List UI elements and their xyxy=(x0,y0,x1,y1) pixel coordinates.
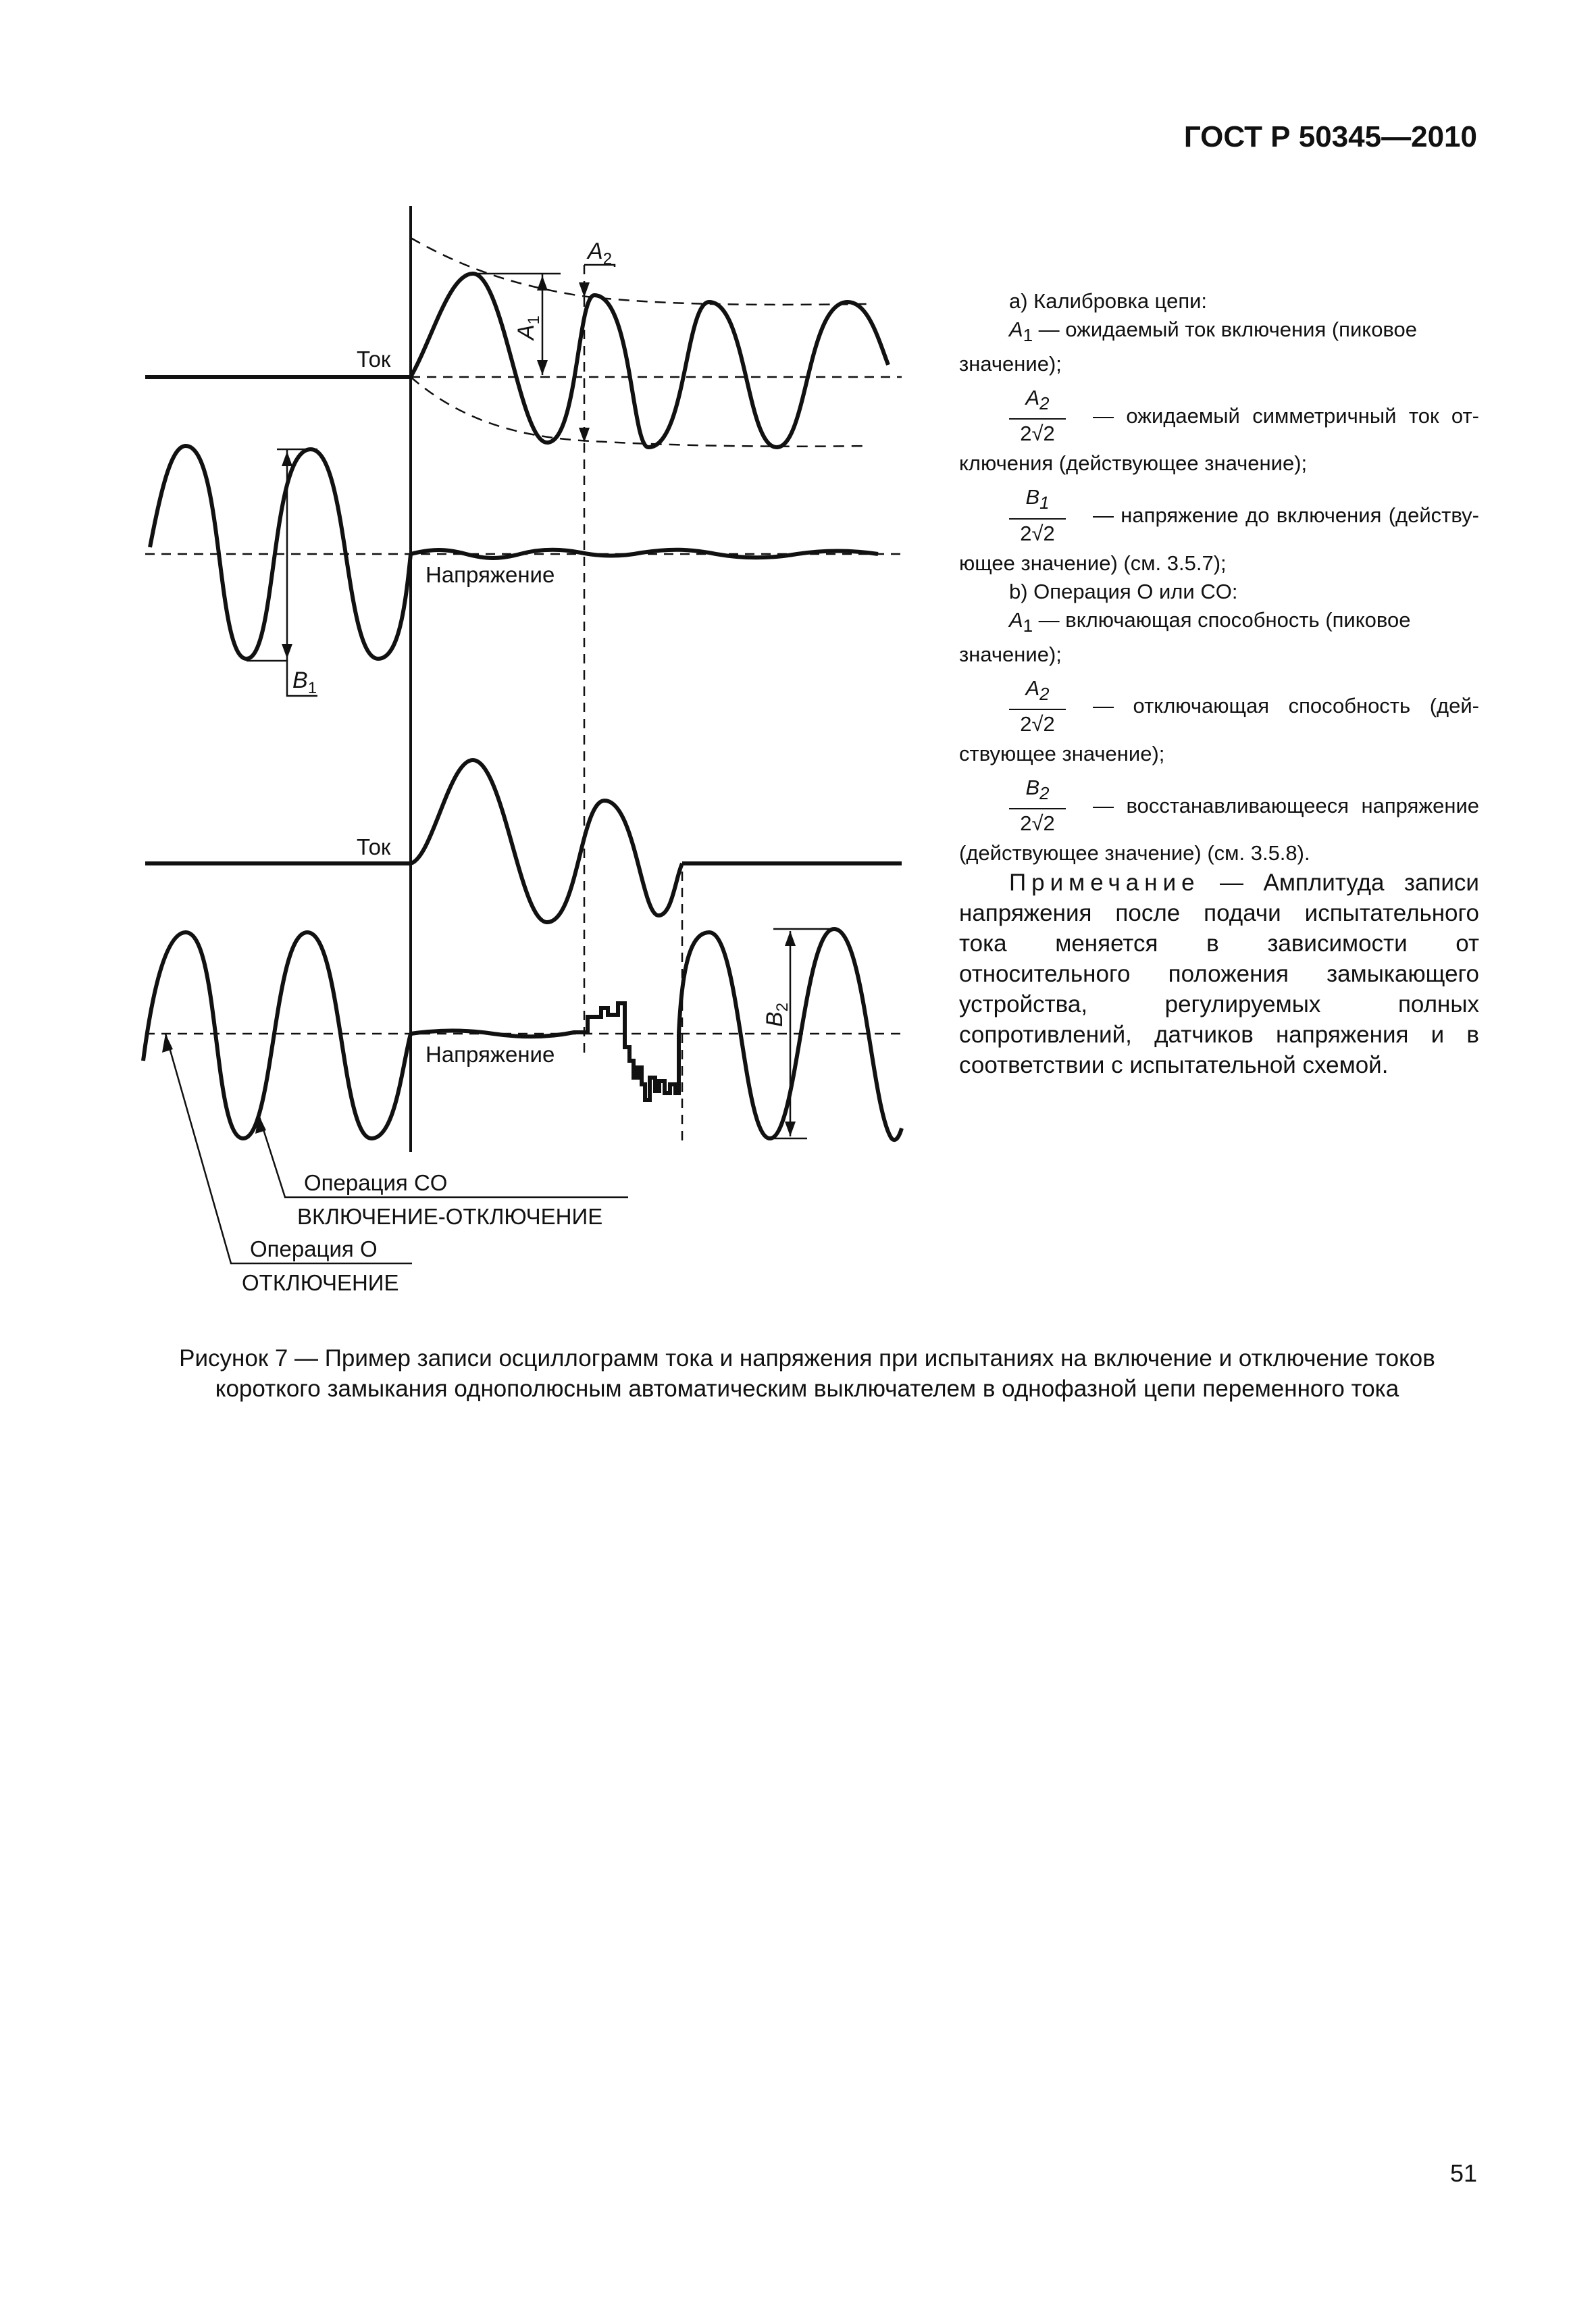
label-b2: $B_2$ xyxy=(762,1002,792,1027)
label-voltage-2: Напряжение xyxy=(426,1042,555,1067)
legend-b-a2-cont: ствующее значение); xyxy=(959,741,1165,765)
leader-operation-o xyxy=(165,1034,412,1263)
note-label: Примечание xyxy=(1009,870,1200,897)
legend-a-a2: $\frac{A_2}{2√2}$ — ожидаемый симметричный ток от- xyxy=(959,384,1479,448)
operation-current-wave xyxy=(411,760,682,922)
label-operation-o: Операция О xyxy=(250,1236,378,1261)
figure-caption: Рисунок 7 — Пример записи осциллограмм тока и напряжения при испытаниях на включение и отключение токов короткого замыкания однополюсным автоматическим выключателем в однофазной цепи переменного тока xyxy=(179,1345,1435,1402)
legend-b-b2: $\frac{B_2}{2√2}$ — восстанавливающееся напряжение xyxy=(959,774,1479,838)
label-current-1: Ток xyxy=(357,347,391,372)
legend-b-b2-cont: (действующее значение) (см. 3.5.8). xyxy=(959,841,1310,865)
label-operation-co: Операция CO xyxy=(304,1170,448,1195)
legend-b-a2: $\frac{A_2}{2√2}$ — отключающая способность (дей- xyxy=(959,674,1479,738)
document-code: ГОСТ Р 50345—2010 xyxy=(1183,120,1477,153)
label-b1: $B_1$ xyxy=(292,668,317,697)
envelope-upper xyxy=(411,238,868,305)
label-current-2: Ток xyxy=(357,834,391,859)
figure-legend xyxy=(959,287,1479,1080)
legend-a-b1: $\frac{B_1}{2√2}$ — напряжение до включения (действу- xyxy=(959,483,1479,547)
voltage-after-close-1 xyxy=(411,550,878,558)
label-a1: $A_1$ xyxy=(513,315,543,340)
note-text: — Амплитуда записи напряжения после подачи испытательного тока меняется в зависимости от относительного положения замыкающего устройства, регулируемых полных сопротивлений, датчиков напряжения и в соответствии с испытательной схемой. xyxy=(959,870,1479,1079)
note xyxy=(959,867,1479,1080)
label-a2: $A_2$ xyxy=(588,238,613,268)
calibration-voltage-wave xyxy=(150,446,411,659)
legend-a-a2-cont: ключения (действующее значение); xyxy=(959,451,1308,476)
label-operation-o-name: ОТКЛЮЧЕНИЕ xyxy=(242,1270,399,1295)
legend-b-title: b) Операция O или CO: xyxy=(1009,579,1238,603)
legend-a-a1: $A_1$ — ожидаемый ток включения (пиковое значение); xyxy=(959,318,1418,376)
legend-b-a1: $A_1$ — включающая способность (пиковое значение); xyxy=(959,607,1411,666)
label-operation-co-name: ВКЛЮЧЕНИЕ-ОТКЛЮЧЕНИЕ xyxy=(297,1204,603,1229)
page-number: 51 xyxy=(1449,2159,1477,2187)
operation-voltage-wave-left xyxy=(143,932,411,1138)
label-voltage-1: Напряжение xyxy=(426,562,555,587)
legend-a-title: а) Калибровка цепи: xyxy=(1009,289,1208,313)
legend-a-b1-cont: ющее значение) (см. 3.5.7); xyxy=(959,551,1227,575)
calibration-current-wave xyxy=(411,274,888,447)
